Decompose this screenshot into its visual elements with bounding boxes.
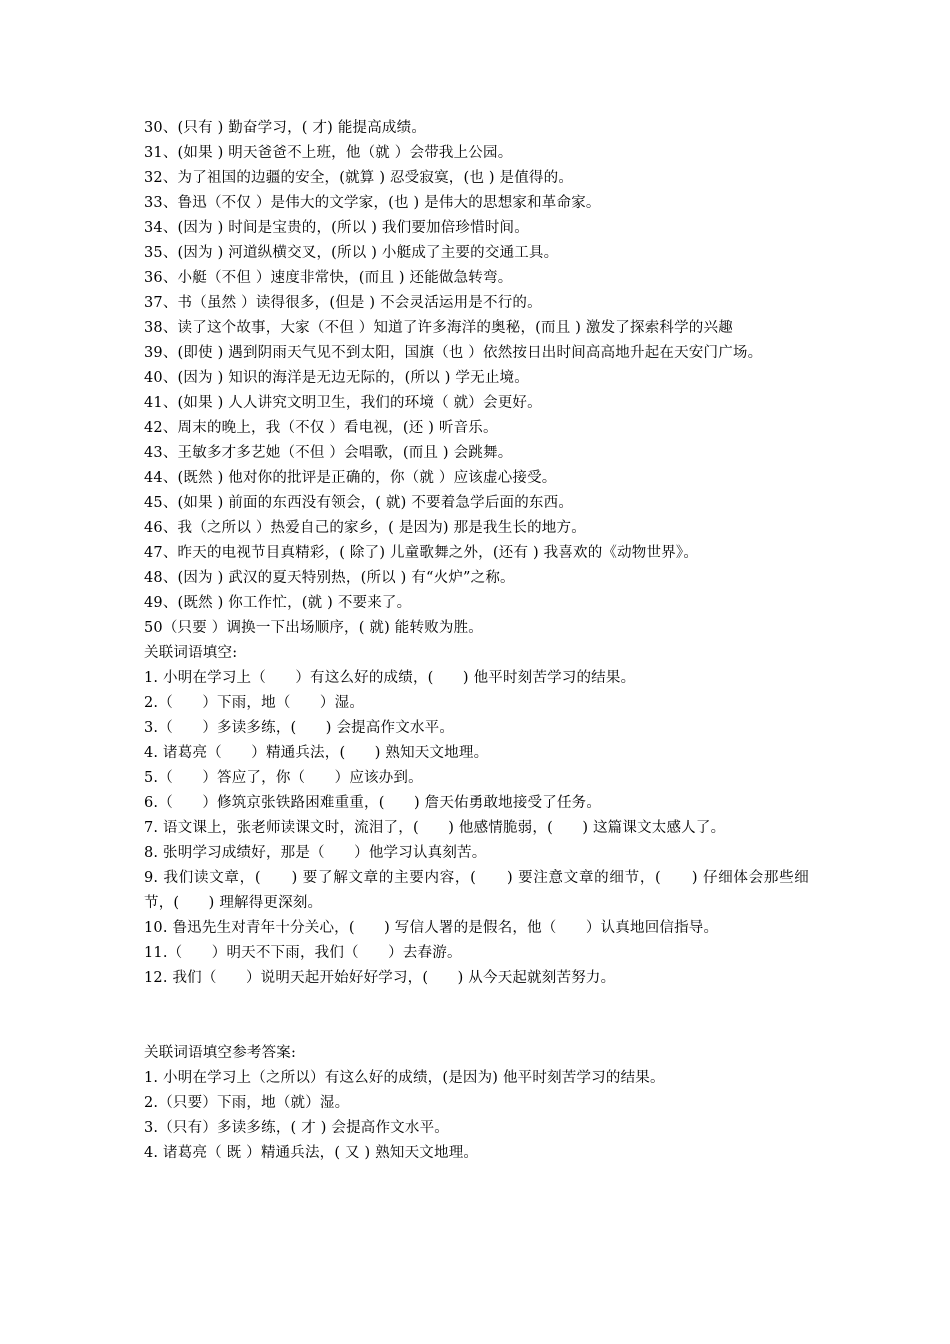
- example-sentence-30: 30、(只有 ) 勤奋学习，( 才) 能提高成绩。: [144, 120, 427, 136]
- exercise-item-2: 2.（ ）下雨，地（ ）湿。: [144, 695, 365, 711]
- example-sentence-45: 45、(如果 ) 前面的东西没有领会，( 就) 不要着急学后面的东西。: [144, 495, 574, 511]
- document-page: [144, 116, 809, 1166]
- example-sentence-49: 49、(既然 ) 你工作忙，(就 ) 不要来了。: [144, 595, 412, 611]
- section-spacer: [144, 991, 809, 1041]
- example-sentence-37: 37、书（虽然 ）读得很多，(但是 ) 不会灵活运用是不行的。: [144, 295, 542, 311]
- exercise-item-4: 4. 诸葛亮（ ）精通兵法，( ) 熟知天文地理。: [144, 745, 489, 761]
- exercise-item-5: 5.（ ）答应了，你（ ）应该办到。: [144, 770, 423, 786]
- exercise-item-11: 11.（ ）明天不下雨，我们（ ）去春游。: [144, 945, 462, 961]
- example-sentence-33: 33、鲁迅（不仅 ）是伟大的文学家，(也 ) 是伟大的思想家和革命家。: [144, 195, 601, 211]
- example-sentence-44: 44、(既然 ) 他对你的批评是正确的，你（就 ）应该虚心接受。: [144, 470, 557, 486]
- example-sentence-38: 38、读了这个故事，大家（不但 ）知道了许多海洋的奥秘，(而且 ) 激发了探索科学的兴趣: [144, 320, 733, 336]
- answer-item-3: 3.（只有）多读多练，( 才 ) 会提高作文水平。: [144, 1120, 449, 1136]
- exercise-item-9: 9. 我们读文章，( ) 要了解文章的主要内容，( ) 要注意文章的细节，( ) 仔细体会那些细节，( ) 理解得更深刻。: [144, 870, 809, 911]
- example-sentence-47: 47、昨天的电视节目真精彩，( 除了) 儿童歌舞之外，(还有 ) 我喜欢的《动物世界》。: [144, 545, 699, 561]
- exercise-heading: 关联词语填空:: [144, 645, 238, 661]
- exercise-item-6: 6.（ ）修筑京张铁路困难重重，( ) 詹天佑勇敢地接受了任务。: [144, 795, 602, 811]
- exercise-item-12: 12. 我们（ ）说明天起开始好好学习，( ) 从今天起就刻苦努力。: [144, 970, 616, 986]
- example-sentence-34: 34、(因为 ) 时间是宝贵的，(所以 ) 我们要加倍珍惜时间。: [144, 220, 529, 236]
- example-sentence-35: 35、(因为 ) 河道纵横交叉，(所以 ) 小艇成了主要的交通工具。: [144, 245, 559, 261]
- exercise-item-3: 3.（ ）多读多练，( ) 会提高作文水平。: [144, 720, 455, 736]
- example-sentence-50: 50（只要 ）调换一下出场顺序，( 就) 能转败为胜。: [144, 620, 483, 636]
- exercise-item-1: 1. 小明在学习上（ ）有这么好的成绩，( ) 他平时刻苦学习的结果。: [144, 670, 636, 686]
- answer-item-4: 4. 诸葛亮（ 既 ）精通兵法，( 又 ) 熟知天文地理。: [144, 1145, 479, 1161]
- answer-item-1: 1. 小明在学习上（之所以）有这么好的成绩，(是因为) 他平时刻苦学习的结果。: [144, 1070, 665, 1086]
- answers-heading: 关联词语填空参考答案:: [144, 1045, 297, 1061]
- example-sentence-32: 32、为了祖国的边疆的安全，(就算 ) 忍受寂寞，(也 ) 是值得的。: [144, 170, 574, 186]
- exercise-item-10: 10. 鲁迅先生对青年十分关心，( ) 写信人署的是假名，他（ ）认真地回信指导。: [144, 920, 719, 936]
- example-sentence-31: 31、(如果 ) 明天爸爸不上班，他（就 ）会带我上公园。: [144, 145, 513, 161]
- answer-item-2: 2.（只要）下雨，地（就）湿。: [144, 1095, 350, 1111]
- example-sentence-48: 48、(因为 ) 武汉的夏天特别热，(所以 ) 有“火炉”之称。: [144, 570, 515, 586]
- example-sentence-36: 36、小艇（不但 ）速度非常快，(而且 ) 还能做急转弯。: [144, 270, 513, 286]
- example-sentence-43: 43、王敏多才多艺她（不但 ）会唱歌，(而且 ) 会跳舞。: [144, 445, 513, 461]
- example-sentence-40: 40、(因为 ) 知识的海洋是无边无际的，(所以 ) 学无止境。: [144, 370, 529, 386]
- exercise-item-8: 8. 张明学习成绩好，那是（ ）他学习认真刻苦。: [144, 845, 487, 861]
- example-sentence-39: 39、(即使 ) 遇到阴雨天气见不到太阳，国旗（也 ）依然按日出时间高高地升起在天安门广场。: [144, 345, 763, 361]
- example-sentence-42: 42、周末的晚上，我（不仅 ）看电视，(还 ) 听音乐。: [144, 420, 498, 436]
- example-sentence-41: 41、(如果 ) 人人讲究文明卫生，我们的环境（ 就）会更好。: [144, 395, 542, 411]
- exercise-item-7: 7. 语文课上，张老师读课文时，流泪了，( ) 他感情脆弱，( ) 这篇课文太感人了。: [144, 820, 726, 836]
- example-sentence-46: 46、我（之所以 ）热爱自己的家乡，( 是因为) 那是我生长的地方。: [144, 520, 586, 536]
